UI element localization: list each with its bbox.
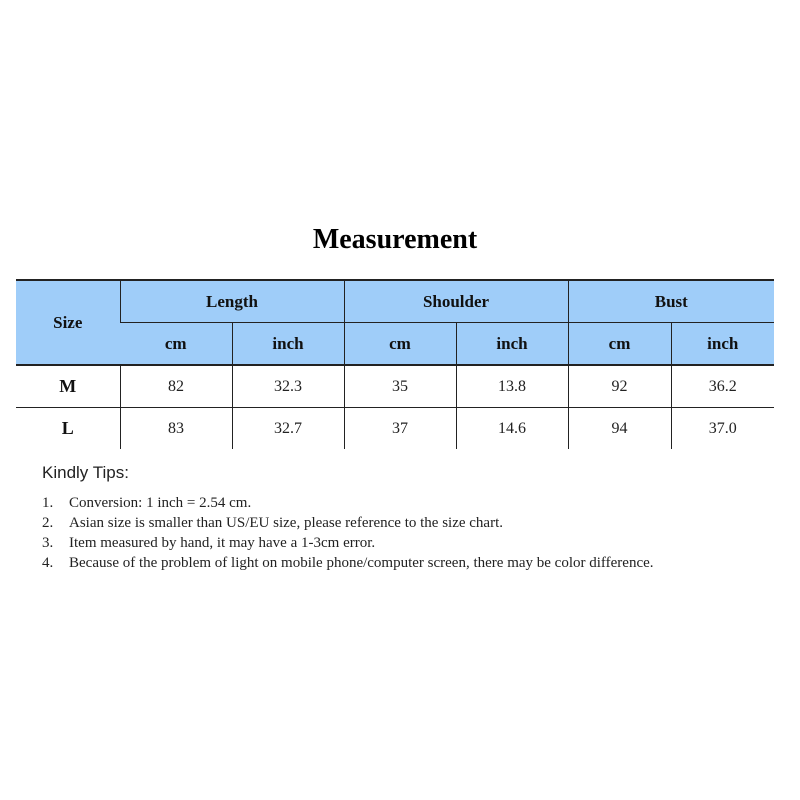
length-header: Length (120, 280, 344, 323)
tip-item (42, 553, 742, 573)
tip-text: Item measured by hand, it may have a 1-3cm error. (69, 535, 376, 551)
table-row (16, 408, 774, 450)
table-cell: 94 (568, 408, 671, 450)
tip-number: 4. (42, 555, 54, 571)
unit-header: inch (671, 323, 774, 366)
table-cell: 32.3 (232, 365, 344, 408)
tip-item (42, 493, 742, 513)
table-cell: 92 (568, 365, 671, 408)
shoulder-header: Shoulder (344, 280, 568, 323)
table-cell: 83 (120, 408, 232, 450)
table-cell: 36.2 (671, 365, 774, 408)
bust-header: Bust (568, 280, 774, 323)
tip-text: Asian size is smaller than US/EU size, please reference to the size chart. (69, 515, 503, 531)
table-cell: 37 (344, 408, 456, 450)
tip-number: 2. (42, 515, 54, 531)
tips-heading: Kindly Tips: (42, 463, 129, 482)
page-title: Measurement (312, 224, 478, 255)
size-label: L (16, 408, 120, 450)
size-chart-table (16, 279, 774, 449)
table-cell: 82 (120, 365, 232, 408)
unit-header: inch (456, 323, 568, 366)
tip-item (42, 513, 742, 533)
table-row (16, 365, 774, 408)
unit-header: cm (344, 323, 456, 366)
tip-text: Because of the problem of light on mobile phone/computer screen, there may be color difference. (69, 555, 654, 571)
tip-text: Conversion: 1 inch = 2.54 cm. (69, 495, 252, 511)
unit-header: cm (120, 323, 232, 366)
unit-header: inch (232, 323, 344, 366)
table-cell: 32.7 (232, 408, 344, 450)
tip-number: 1. (42, 495, 54, 511)
size-label: M (16, 365, 120, 408)
unit-header: cm (568, 323, 671, 366)
tips-section (42, 462, 742, 573)
tip-item (42, 533, 742, 553)
table-cell: 37.0 (671, 408, 774, 450)
table-cell: 13.8 (456, 365, 568, 408)
tips-list (42, 493, 742, 573)
tip-number: 3. (42, 535, 54, 551)
table-cell: 35 (344, 365, 456, 408)
table-cell: 14.6 (456, 408, 568, 450)
size-header: Size (16, 280, 120, 365)
